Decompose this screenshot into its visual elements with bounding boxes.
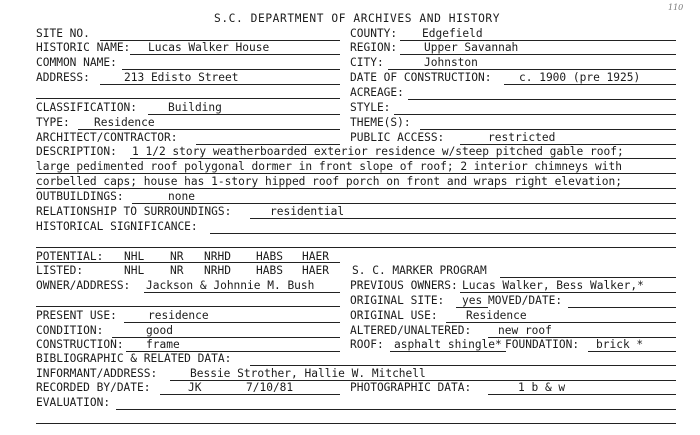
relationship-label: RELATIONSHIP TO SURROUNDINGS: — [36, 205, 232, 218]
relationship-line — [250, 218, 676, 219]
site-no-label: SITE NO. — [36, 27, 90, 40]
classification-line — [148, 114, 340, 115]
photographic-data-label: PHOTOGRAPHIC DATA: — [350, 381, 472, 394]
outbuildings-line — [132, 203, 676, 204]
condition-label: CONDITION: — [36, 324, 104, 337]
city-line — [388, 69, 676, 70]
roof-label: ROOF: — [350, 338, 384, 351]
theme-label: THEME(S): — [350, 116, 411, 129]
historical-significance-label: HISTORICAL SIGNIFICANCE: — [36, 220, 198, 233]
date-of-construction-line — [504, 84, 676, 85]
foundation-line — [588, 351, 676, 352]
original-use-value: Residence — [466, 309, 527, 322]
original-use-label: ORIGINAL USE: — [350, 309, 438, 322]
theme-line — [420, 129, 676, 130]
listed-nr: NR — [170, 264, 184, 277]
classification-value: Building — [168, 101, 222, 114]
photographic-data-line — [488, 394, 676, 395]
type-value: Residence — [94, 116, 155, 129]
evaluation-label: EVALUATION: — [36, 396, 111, 409]
sc-marker-label: S. C. MARKER PROGRAM — [352, 264, 487, 277]
sc-marker-line — [500, 277, 676, 278]
original-site-line — [456, 307, 488, 308]
description-label: DESCRIPTION: — [36, 145, 117, 158]
recorded-by-line — [160, 394, 340, 395]
architect-label: ARCHITECT/CONTRACTOR: — [36, 131, 178, 144]
historical-significance-line-1 — [210, 233, 676, 234]
bibliographic-label: BIBLIOGRAPHIC & RELATED DATA: — [36, 352, 232, 365]
outbuildings-label: OUTBUILDINGS: — [36, 190, 124, 203]
listed-nrhd: NRHD — [204, 264, 231, 277]
photographic-data-value: 1 b & w — [518, 381, 566, 394]
historical-significance-line-2 — [36, 247, 676, 248]
construction-value: frame — [146, 338, 180, 351]
common-name-line — [122, 69, 340, 70]
foundation-label: FOUNDATION: — [505, 338, 580, 351]
listed-nhl: NHL — [124, 264, 145, 277]
potential-nhl: NHL — [124, 250, 145, 263]
original-site-value: yes — [462, 294, 483, 307]
informant-value: Bessie Strother, Hallie W. Mitchell — [190, 367, 426, 380]
informant-label: INFORMANT/ADDRESS: — [36, 367, 158, 380]
classification-label: CLASSIFICATION: — [36, 101, 138, 114]
region-value: Upper Savannah — [424, 41, 519, 54]
previous-owners-value: Lucas Walker, Bess Walker,* — [462, 279, 644, 292]
historic-name-value: Lucas Walker House — [148, 41, 270, 54]
description-underline-1 — [130, 158, 676, 159]
present-use-label: PRESENT USE: — [36, 309, 117, 322]
historic-name-label: HISTORIC NAME: — [36, 41, 131, 54]
potential-line — [36, 262, 340, 263]
description-underline-2 — [36, 173, 676, 174]
altered-value: new roof — [498, 324, 552, 337]
bibliographic-line — [250, 365, 676, 366]
address-label: ADDRESS: — [36, 71, 90, 84]
moved-date-label: MOVED/DATE: — [488, 294, 563, 307]
page-number: 110 — [668, 3, 684, 12]
recorded-by-date: 7/10/81 — [246, 381, 294, 394]
description-line-1: 1 1/2 story weatherboarded exterior residence w/steep pitched gable roof; — [132, 145, 624, 158]
acreage-line — [408, 99, 676, 100]
recorded-by-label: RECORDED BY/DATE: — [36, 381, 151, 394]
previous-owners-label: PREVIOUS OWNERS: — [350, 279, 458, 292]
common-name-label: COMMON NAME: — [36, 56, 117, 69]
city-label: CITY: — [350, 56, 384, 69]
evaluation-line-2 — [36, 423, 676, 424]
date-of-construction-value: c. 1900 (pre 1925) — [519, 71, 641, 84]
potential-nrhd: NRHD — [204, 250, 231, 263]
owner-address-line-1 — [144, 292, 340, 293]
evaluation-line-1 — [116, 409, 676, 410]
public-access-value: restricted — [488, 131, 556, 144]
original-site-label: ORIGINAL SITE: — [350, 294, 445, 307]
owner-address-label: OWNER/ADDRESS: — [36, 279, 131, 292]
potential-haer: HAER — [302, 250, 329, 263]
acreage-label: ACREAGE: — [350, 86, 404, 99]
historic-name-line — [130, 54, 340, 55]
original-use-line — [446, 322, 676, 323]
altered-label: ALTERED/UNALTERED: — [350, 324, 472, 337]
present-use-value: residence — [148, 309, 209, 322]
owner-address-value: Jackson & Johnnie M. Bush — [146, 279, 315, 292]
county-value: Edgefield — [422, 27, 483, 40]
county-label: COUNTY: — [350, 27, 398, 40]
address-line — [100, 84, 340, 85]
listed-label: LISTED: — [36, 264, 84, 277]
present-use-line — [124, 322, 340, 323]
description-underline-3 — [36, 188, 676, 189]
type-line — [78, 129, 340, 130]
style-label: STYLE: — [350, 101, 391, 114]
roof-value: asphalt shingle* — [394, 338, 502, 351]
construction-label: CONSTRUCTION: — [36, 338, 124, 351]
potential-nr: NR — [170, 250, 184, 263]
public-access-label: PUBLIC ACCESS: — [350, 131, 445, 144]
recorded-by-initials: JK — [188, 381, 202, 394]
potential-label: POTENTIAL: — [36, 250, 104, 263]
style-line — [394, 114, 676, 115]
description-line-2: large pedimented roof polygonal dormer in front slope of roof; 2 interior chimneys with — [36, 160, 622, 173]
previous-owners-line — [460, 292, 676, 293]
potential-habs: HABS — [256, 250, 283, 263]
type-label: TYPE: — [36, 116, 70, 129]
form-title: S.C. DEPARTMENT OF ARCHIVES AND HISTORY — [214, 12, 501, 25]
listed-haer: HAER — [302, 264, 329, 277]
date-of-construction-label: DATE OF CONSTRUCTION: — [350, 71, 492, 84]
roof-line — [390, 351, 506, 352]
listed-habs: HABS — [256, 264, 283, 277]
region-label: REGION: — [350, 41, 398, 54]
owner-address-line-2 — [36, 306, 340, 307]
section-divider-top — [36, 98, 340, 99]
region-line — [400, 54, 676, 55]
description-line-3: corbelled caps; house has 1-story hipped roof porch on front and wraps right elevation; — [36, 175, 622, 188]
moved-date-line — [568, 307, 676, 308]
city-value: Johnston — [424, 56, 478, 69]
address-value: 213 Edisto Street — [124, 71, 239, 84]
condition-value: good — [146, 324, 173, 337]
foundation-value: brick * — [596, 338, 644, 351]
relationship-value: residential — [270, 205, 345, 218]
outbuildings-value: none — [168, 190, 195, 203]
